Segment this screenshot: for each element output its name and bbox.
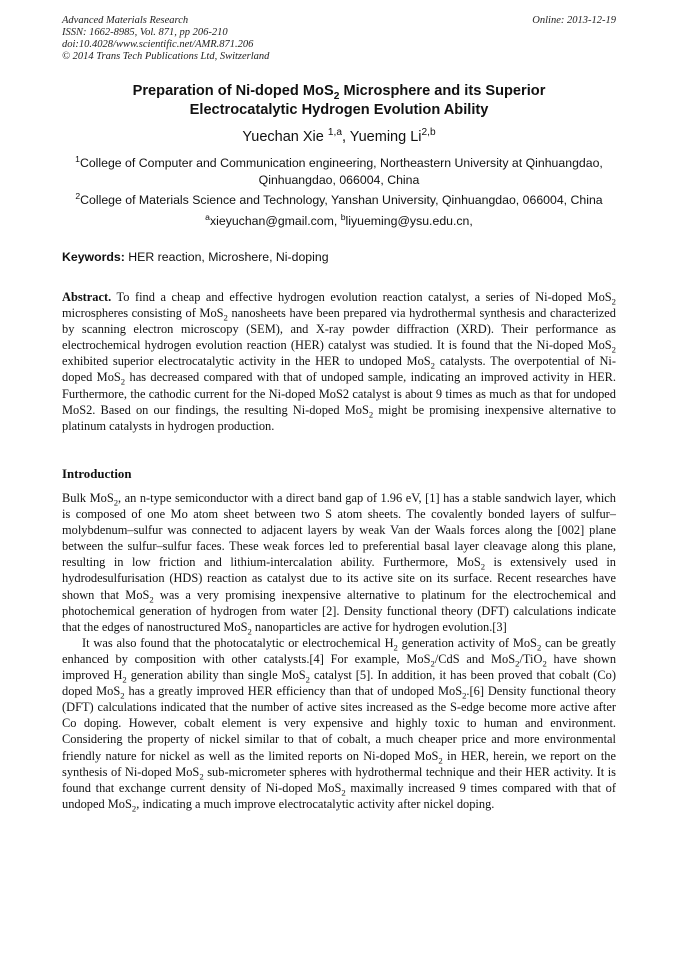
author-list: Yuechan Xie $^{1,a}$, Yueming Li$^{2,b}$ <box>242 127 436 145</box>
intro-paragraph-2: It was also found that the photocatalytic or electrochemical $H_2$ generation activity of MoS$_2$ can be greatly enhanced by composition with other catalysts.[4] For example, MoS$_2$/CdS and MoS$_2$/TiO$_2$ have shown improved $H_2$ generation ability than single MoS$_2$ catalyst [5]. In addition, it has been proved that cobalt (Co) doped MoS$_2$ has a greatly improved HER efficiency than that of undoped MoS$_2$.[6] Density functional theory (DFT) calculations indicated that the number of active sites increased as the S-edge become more active after Co doping. However, cobalt element is very expensive and highly toxic to human and environment. Considering the property of nickel similar to that of cobalt, a much cheaper price and more environmental friendly nature for nickel as well as the limited reports on Ni-doped MoS$_2$ in HER, herein, we report on the synthesis of Ni-doped MoS$_2$ sub-micrometer spheres with hydrothermal technique and their HER activity. It is found that exchange current density of Ni-doped MoS$_2$ maximally increased 9 times compared with that of undoped MoS$_2$, indicating a much improve electrocatalytic activity after nickel doping. <box>62 635 617 814</box>
email-link[interactable]: xieyuchan@gmail.com, <box>209 214 341 228</box>
abstract: Abstract. To find a cheap and effective hydrogen evolution reaction catalyst, a series of Ni-doped MoS$_2$ microspheres consisting of MoS$_2$ nanosheets have been prepared via hydrothermal synthesis and characterized by scanning electron microscopy (SEM), and X-ray powder diffraction (XRD). Their performance as electrochemical hydrogen evolution reaction (HER) catalyst was studied. It is found that the Ni-doped MoS$_2$ exhibited superior electrocatalytic activity in the HER to undoped MoS$_2$ catalysts. The overpotential of Ni-doped MoS$_2$ has decreased compared with that of undoped sample, indicating an improved activity in HER. Furthermore, the cathodic current for the Ni-doped MoS2 catalyst is about 9 times as much as that for undoped MoS2. Based on our findings, the resulting Ni-doped MoS$_2$ might be promising inexpensive alternative to platinum catalysts in hydrogen production. <box>62 290 616 433</box>
online-date: Online: 2013-12-19 <box>532 15 616 26</box>
affiliation-2: $^2$College of Materials Science and Technology, Yanshan University, Qinhuangdao, 066004, China <box>75 190 603 207</box>
issn-line: ISSN: 1662-8985, Vol. 871, pp 206-210 <box>62 27 228 38</box>
author-name: Yueming Li <box>349 129 422 145</box>
doi-line: doi:10.4028/www.scientific.net/AMR.871.206 <box>62 39 254 50</box>
journal-name: Advanced Materials Research <box>62 15 189 26</box>
email-link[interactable]: liyueming@ysu.edu.cn, <box>345 214 473 228</box>
intro-paragraph-1: Bulk MoS$_2$, an n-type semiconductor with a direct band gap of 1.96 eV, [1] has a stable sandwich layer, which is composed of one Mo atom sheet between two S atom sheets. The covalently bonded layers of sulfur–molybdenum–sulfur was connected to adjacent layers by weak Van der Waals forces along the [002] plane between the sulfur–sulfur faces. These weak forces led to preferential basal layer cleavage along this plane, resulting in low friction and lithium-intercalation ability. Furthermore, MoS$_2$ is extensively used in hydrodesulfurisation (HDS) reaction as catalyst due to its active site on its surface. Recent researches have shown that MoS$_2$ was a very promising inexpensive alternative to platinum for the electrochemical and photochemical generation of hydrogen from water [2]. Density functional theory (DFT) calculations indicate that the edges of nanostructured MoS$_2$ nanoparticles are active for hydrogen evolution.[3] <box>62 491 617 637</box>
journal-meta <box>62 15 269 63</box>
copyright-line: © 2014 Trans Tech Publications Ltd, Switzerland <box>62 51 270 62</box>
keywords: Keywords: HER reaction, Microshere, Ni-doping <box>62 250 329 264</box>
paper-title: Preparation of Ni-doped MoS$_2$ Microsphere and its Superior Electrocatalytic Hydrogen Evolution Ability <box>132 83 546 118</box>
section-heading-introduction: Introduction <box>62 467 132 481</box>
author-name: Yuechan Xie <box>242 129 328 145</box>
introduction-body <box>62 490 616 812</box>
author-emails: $^a$xieyuchan@gmail.com, $^b$liyueming@ysu.edu.cn, <box>205 211 473 228</box>
affiliation-1: $^1$College of Computer and Communication engineering, Northeastern University at Qinhuangdao, Qinhuangdao, 066004, China <box>75 153 603 187</box>
